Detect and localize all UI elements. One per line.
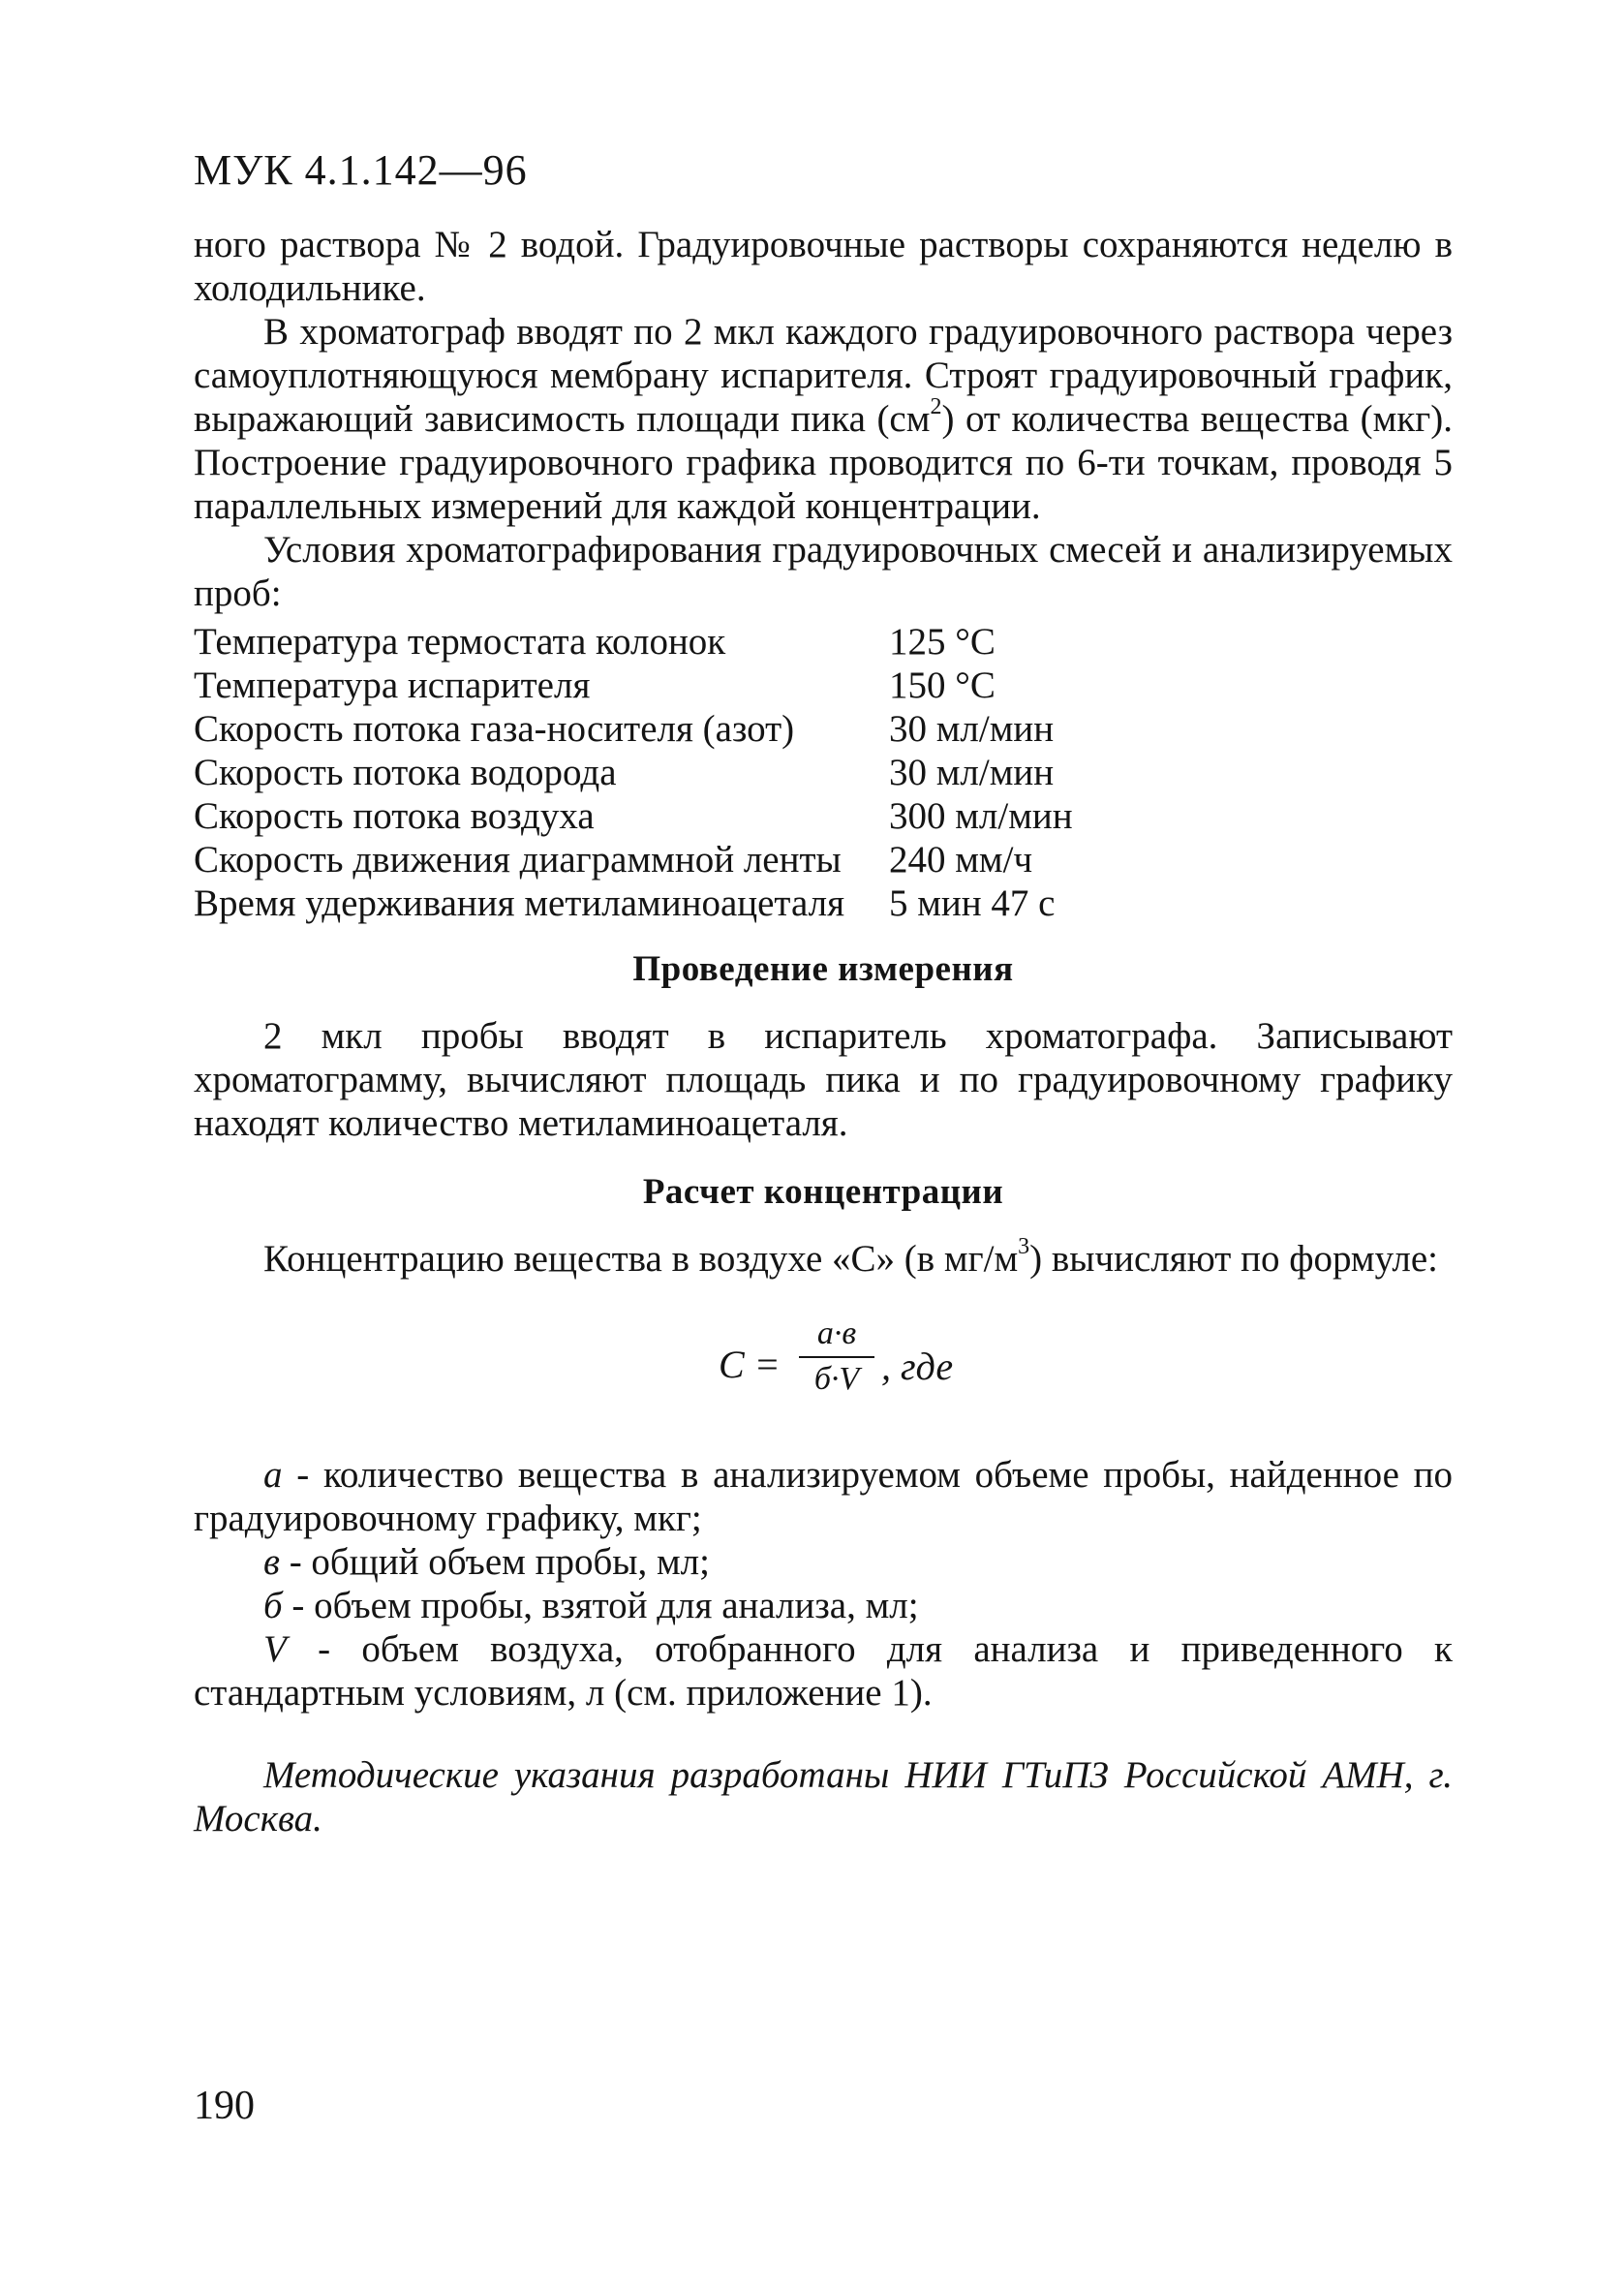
condition-param: Время удерживания метиламиноацеталя <box>194 882 845 924</box>
fraction-bar <box>799 1356 874 1358</box>
conditions-row <box>194 704 1453 748</box>
definition-symbol: в <box>263 1541 280 1583</box>
formula-definitions <box>194 1453 1453 1715</box>
definition-item <box>194 1627 1453 1715</box>
definition-item <box>194 1584 1453 1627</box>
document-page <box>194 0 1453 2288</box>
conditions-row <box>194 748 1453 791</box>
definition-text: - объем воздуха, отобранного для анализа и приведенного к стандартным условиям, л (см. приложение 1). <box>194 1628 1453 1714</box>
conditions-row <box>194 835 1453 879</box>
paragraph-calculation-text-a: Концентрацию вещества в воздухе «С» (в мг/м <box>263 1238 1019 1280</box>
condition-value: 30 мл/мин <box>889 752 1055 793</box>
concentration-formula <box>194 1314 1453 1420</box>
formula-suffix: , где <box>881 1345 954 1388</box>
formula-lhs: C = <box>719 1343 781 1386</box>
conditions-row <box>194 661 1453 704</box>
condition-value: 5 мин 47 с <box>889 882 1056 924</box>
section-heading-measurement: Проведение измерения <box>632 949 1014 989</box>
formula-numerator: а·в <box>816 1315 857 1351</box>
section-heading-calculation: Расчет концентрации <box>642 1172 1004 1212</box>
paragraph-conditions-intro: Условия хроматографирования градуировочных смесей и анализируемых проб: <box>194 529 1453 614</box>
formula-fraction <box>799 1314 874 1399</box>
condition-value: 150 °С <box>889 665 996 706</box>
paragraph-measurement: 2 мкл пробы вводят в испаритель хроматографа. Записывают хроматограмму, вычисляют площадь пика и по градуировочному графику находят количество метиламиноацеталя. <box>194 1015 1453 1144</box>
paragraph-calibration-text-b: ) от количества вещества (мкг). Построение градуировочного графика проводится по 6-ти точкам, проводя 5 параллельных измерений для каждой концентрации. <box>194 398 1454 527</box>
superscript-3: 3 <box>1018 1234 1030 1259</box>
condition-param: Скорость потока воздуха <box>194 795 595 837</box>
formula-denominator: б·V <box>813 1361 860 1397</box>
condition-param: Скорость движения диаграммной ленты <box>194 839 842 881</box>
document-header: МУК 4.1.142—96 <box>194 146 528 194</box>
paragraph-calibration <box>194 310 1453 528</box>
definition-symbol: б <box>263 1585 283 1626</box>
condition-param: Скорость потока водорода <box>194 752 617 793</box>
condition-value: 125 °С <box>889 621 996 663</box>
paragraph-calculation <box>194 1234 1453 1281</box>
paragraph-calibration-text-a: В хроматограф вводят по 2 мкл каждого градуировочного раствора через самоуплотняющуюся мембрану испарителя. Строят градуировочный график, выражающий зависимость площади пика (см <box>194 311 1453 440</box>
condition-value: 30 мл/мин <box>889 708 1055 750</box>
definition-item <box>194 1453 1453 1540</box>
condition-value: 300 мл/мин <box>889 795 1073 837</box>
document-body <box>194 223 1453 1840</box>
page-number: 190 <box>194 2084 255 2128</box>
condition-param: Температура испарителя <box>194 665 591 706</box>
definition-symbol: V <box>263 1628 287 1670</box>
condition-param: Скорость потока газа-носителя (азот) <box>194 708 795 750</box>
definition-text: - общий объем пробы, мл; <box>279 1541 710 1583</box>
conditions-row <box>194 791 1453 835</box>
credits-note: Методические указания разработаны НИИ ГТиПЗ Российской АМН, г. Москва. <box>194 1754 1453 1840</box>
paragraph-calculation-text-b: ) вычисляют по формуле: <box>1029 1238 1438 1280</box>
definition-text: - объем пробы, взятой для анализа, мл; <box>282 1585 919 1626</box>
superscript-2: 2 <box>930 394 942 419</box>
definition-text: - количество вещества в анализируемом объеме пробы, найденное по градуировочному графику, мкг; <box>194 1454 1453 1539</box>
conditions-row <box>194 617 1453 661</box>
conditions-row <box>194 879 1453 922</box>
paragraph-continuation: ного раствора № 2 водой. Градуировочные растворы сохраняются неделю в холодильнике. <box>194 224 1453 309</box>
condition-value: 240 мм/ч <box>889 839 1033 881</box>
condition-param: Температура термостата колонок <box>194 621 726 663</box>
definition-item <box>194 1540 1453 1584</box>
definition-symbol: а <box>263 1454 283 1496</box>
conditions-table <box>194 617 1453 922</box>
